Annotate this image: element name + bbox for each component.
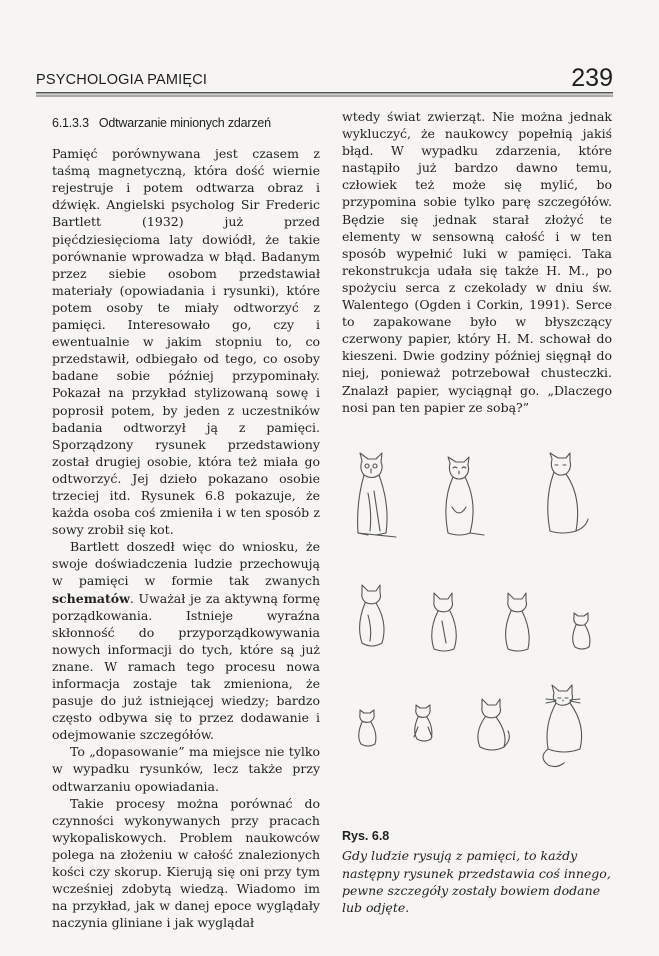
drawing-2-owl xyxy=(446,457,484,535)
paragraph-2 xyxy=(52,538,320,743)
drawing-8 xyxy=(359,710,376,746)
drawing-1-owl xyxy=(358,453,396,537)
section-heading xyxy=(52,115,320,132)
paragraph-5: wtedy świat zwierząt. Nie można jednak wykluczyć, że naukowcy popełnią jakiś błąd. W wypadku zdarzenia, które nastąpiło już bardzo dawno temu, człowiek też może się mylić, bo przypomina sobie tylko parę szczegółów. Będzie się jednak starał złożyć te elementy w sensowną całość i w ten sposób wypełnić luki w pamięci. Taka rekonstrukcja udała się także H. M., po spożyciu serca z czekolady w dniu św. Walentego (Ogden i Corkin, 1991). Serce to zapakowane było w błyszczący czerwony papier, który H. M. schował do kieszeni. Dwie godziny później sięgnął do niej, ponieważ potrzebował chusteczki. Znalazł papier, wyciągnął go. „Dlaczego nosi pan ten papier ze sobą?” xyxy=(342,109,612,415)
figure-owl-to-cat xyxy=(342,445,612,790)
figure-caption-text: Gdy ludzie rysują z pamięci, to każdy następny rysunek przedstawia coś innego, pewne szczegóły zostały bowiem dodane lub odjęte. xyxy=(342,848,611,916)
drawing-4 xyxy=(360,585,384,646)
drawing-11-cat xyxy=(543,685,582,767)
drawing-3-owl xyxy=(548,453,588,533)
drawing-7 xyxy=(573,613,590,649)
paragraph-3: To „dopasowanie” ma miejsce nie tylko w wypadku rysunków, lecz także przy odtwarzaniu opowiadania. xyxy=(52,744,320,794)
drawing-10 xyxy=(478,699,509,750)
paragraph-4: Takie procesy można porównać do czynności wykonywanych przy pracach wykopaliskowych. Problem naukowców polega na złożeniu w całość znalezionych kości czy skorup. Kierują się oni przy tym wcześniej zdobytą wiedzą. Wiadomo im na przykład, jak w danej epoce wyglądały naczynia gliniane i jak wyglądał xyxy=(52,795,320,931)
figure-label: Rys. 6.8 xyxy=(342,829,390,843)
section-title: Odtwarzanie minionych zdarzeń xyxy=(98,116,271,130)
paragraph-2-end: . Uważał je za aktywną formę porządkowania. Istnieje wyraźna skłonność do przyporządkowywania nowych informacji do tych, które są już znane. W ramach tego procesu nowa informacja zostaje tak zmieniona, że pasuje do już istniejącej wiedzy; bardzo często odbywa się to przez dodawanie i odejmowanie szczegółów. xyxy=(52,590,320,743)
term-schematy: schematów xyxy=(52,590,130,606)
page-number: 239 xyxy=(571,64,613,92)
drawing-6 xyxy=(506,593,530,651)
paragraph-2-start: Bartlett doszedł więc do wniosku, że swoje doświadczenia ludzie przechowują w pamięci w formie tak zwanych xyxy=(52,539,320,589)
page-header xyxy=(36,62,613,94)
owl-to-cat-drawings xyxy=(342,445,612,790)
paragraph-1: Pamięć porównywana jest czasem z taśmą magnetyczną, która dość wiernie rejestruje i potem odtwarza obraz i dźwięk. Angielski psycholog Sir Frederic Bartlett (1932) już przed pięćdziesięcioma laty dowiódł, że takie porównanie wprowadza w błąd. Badanym przez siebie osobom przedstawiał materiały (opowiadania i rysunki), które potem osoby te miały odtworzyć z pamięci. Interesowało go, czy i ewentualnie w jakim stopniu to, co przedstawił, odbiegało od tego, co osoby badane sobie później przypominały. Pokazał na przykład stylizowaną sowę i poprosił potem, by jeden z uczestników badania odtworzył ją z pamięci. Sporządzony rysunek przedstawiony został drugiej osobie, która też miała go odtworzyć. Jej dzieło pokazano osobie trzeciej itd. Rysunek 6.8 pokazuje, że każda osoba coś zmieniła i w ten sposób z sowy zrobił się kot. xyxy=(52,146,320,538)
header-rule xyxy=(36,92,613,97)
drawing-5 xyxy=(432,593,457,651)
section-number: 6.1.3.3 xyxy=(52,116,89,130)
running-title: PSYCHOLOGIA PAMIĘCI xyxy=(36,72,208,88)
drawing-9 xyxy=(414,705,432,741)
right-column xyxy=(342,108,612,416)
figure-caption xyxy=(342,828,614,916)
left-column xyxy=(52,115,320,931)
